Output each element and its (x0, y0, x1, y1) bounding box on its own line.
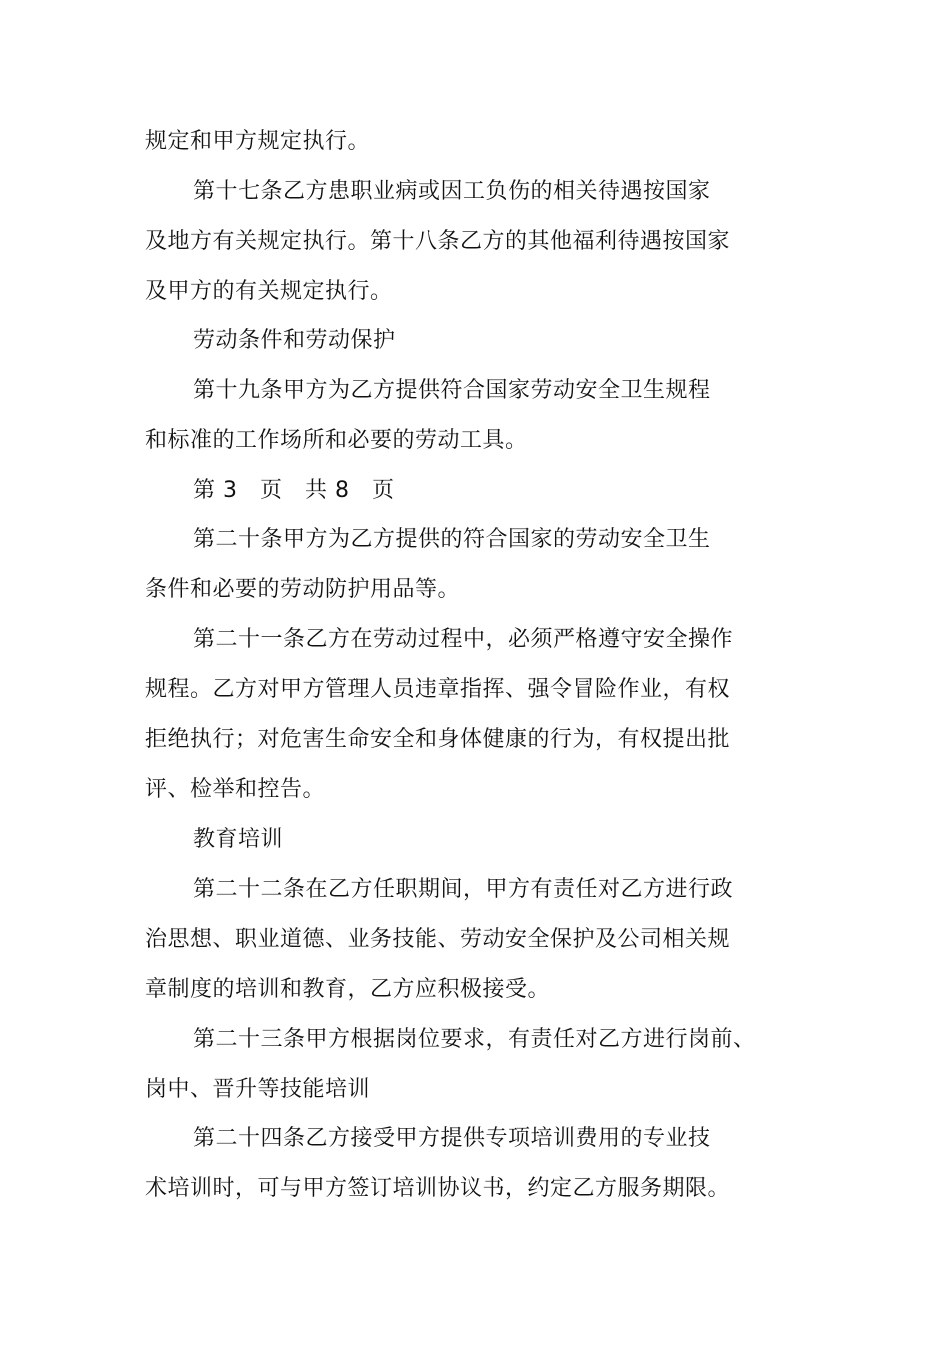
section-heading: 教育培训 (193, 827, 284, 852)
text-line: 第二十三条甲方根据岗位要求，有责任对乙方进行岗前、 (193, 1027, 756, 1052)
text-line: 拒绝执行；对危害生命安全和身体健康的行为，有权提出批 (145, 727, 731, 752)
text-line: 第二十四条乙方接受甲方提供专项培训费用的专业技 (193, 1126, 711, 1151)
text-line: 及甲方的有关规定执行。 (145, 279, 393, 304)
text-line: 第十七条乙方患职业病或因工负伤的相关待遇按国家 (193, 179, 711, 204)
text-line: 规定和甲方规定执行。 (145, 129, 371, 154)
text-line: 第二十二条在乙方任职期间，甲方有责任对乙方进行政 (193, 877, 734, 902)
text-line: 及地方有关规定执行。第十八条乙方的其他福利待遇按国家 (145, 229, 731, 254)
page-number-label: 第 3 页 共 8 页 (193, 478, 395, 503)
text-line: 治思想、职业道德、业务技能、劳动安全保护及公司相关规 (145, 927, 731, 952)
text-line: 规程。乙方对甲方管理人员违章指挥、强令冒险作业，有权 (145, 677, 731, 702)
text-line: 条件和必要的劳动防护用品等。 (145, 577, 461, 602)
text-line: 岗中、晋升等技能培训 (145, 1077, 371, 1102)
text-line: 评、检举和控告。 (145, 777, 326, 802)
text-line: 术培训时，可与甲方签订培训协议书，约定乙方服务期限。 (145, 1176, 731, 1201)
text-line: 第十九条甲方为乙方提供符合国家劳动安全卫生规程 (193, 378, 711, 403)
text-line: 第二十条甲方为乙方提供的符合国家的劳动安全卫生 (193, 527, 711, 552)
text-line: 和标准的工作场所和必要的劳动工具。 (145, 428, 528, 453)
text-line: 第二十一条乙方在劳动过程中，必须严格遵守安全操作 (193, 627, 734, 652)
section-heading: 劳动条件和劳动保护 (193, 328, 396, 353)
text-line: 章制度的培训和教育，乙方应积极接受。 (145, 977, 551, 1002)
